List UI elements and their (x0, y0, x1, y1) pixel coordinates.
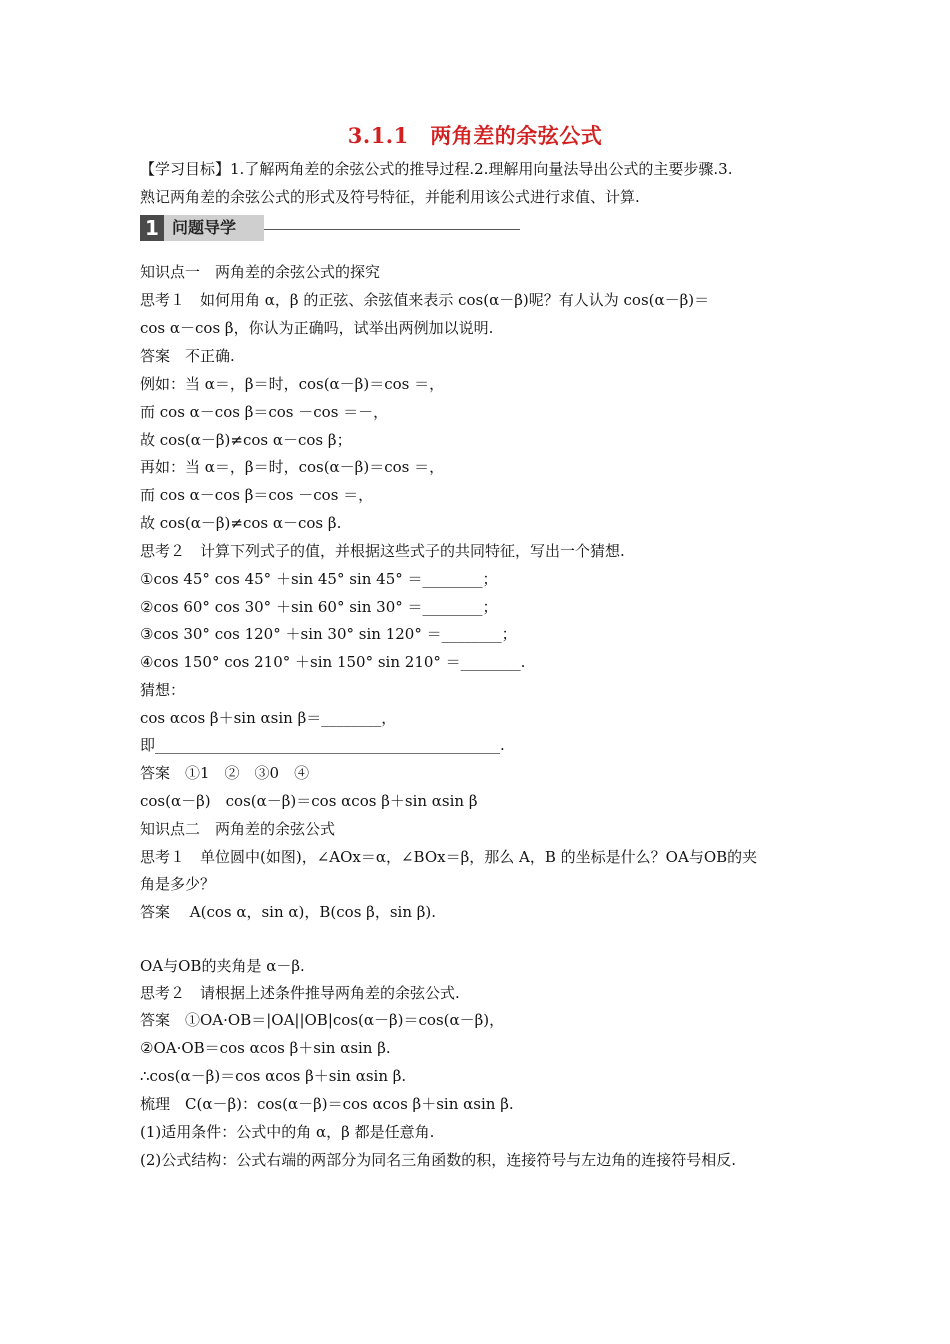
goals-text-1: 1.了解两角差的余弦公式的推导过程.2.理解用向量法导出公式的主要步骤.3. (230, 160, 733, 178)
section-rule (264, 229, 520, 230)
section-badge (140, 215, 264, 241)
content-line: 故 cos(α－β)≠cos α－cos β. (140, 514, 342, 532)
content-line: ①cos 45° cos 45° ＋sin 45° sin 45° ＝________； (140, 570, 498, 588)
content-line: 再如：当 α＝，β＝时，cos(α－β)＝cos ＝， (140, 458, 445, 476)
content-line: 思考２ 请根据上述条件推导两角差的余弦公式. (140, 984, 460, 1002)
content-line: 而 cos α－cos β＝cos －cos ＝， (140, 486, 374, 504)
goals-lead: 【学习目标】 (140, 160, 231, 178)
content-line: ∴cos(α－β)＝cos αcos β＋sin αsin β. (140, 1067, 407, 1085)
content-line: (1)适用条件：公式中的角 α，β 都是任意角. (140, 1123, 435, 1141)
goals-text-2: 熟记两角差的余弦公式的形式及符号特征，并能利用该公式进行求值、计算. (140, 188, 640, 206)
content-line: 梳理 C(α－β)：cos(α－β)＝cos αcos β＋sin αsin β. (140, 1095, 514, 1113)
content-line: 答案 ①OA·OB＝|OA||OB|cos(α－β)＝cos(α－β)， (140, 1011, 505, 1029)
content-line: ②OA·OB＝cos αcos β＋sin αsin β. (140, 1039, 391, 1057)
content-line: 思考２ 计算下列式子的值，并根据这些式子的共同特征，写出一个猜想. (140, 542, 625, 560)
content-line: cos α－cos β，你认为正确吗，试举出两例加以说明. (140, 319, 494, 337)
content-line: 答案 不正确. (140, 347, 235, 365)
content-line: 知识点二 两角差的余弦公式 (140, 820, 336, 838)
content-line: 故 cos(α－β)≠cos α－cos β； (140, 431, 352, 449)
content-line: cos αcos β＋sin αsin β＝________， (140, 709, 397, 727)
section-label: 问题导学 (172, 218, 237, 237)
content-line: OA与OB的夹角是 α－β. (140, 957, 305, 975)
section-header (140, 215, 520, 241)
content-line: ②cos 60° cos 30° ＋sin 60° sin 30° ＝________； (140, 598, 498, 616)
content-line: 答案 ①1 ② ③0 ④ (140, 764, 310, 782)
content-line: ③cos 30° cos 120° ＋sin 30° sin 120° ＝________； (140, 625, 517, 643)
section-number: 1 (140, 215, 164, 241)
content-line: cos(α－β) cos(α－β)＝cos αcos β＋sin αsin β (140, 792, 478, 810)
content-line: 而 cos α－cos β＝cos －cos ＝－， (140, 403, 389, 421)
content-line: 角是多少？ (140, 875, 216, 893)
content-line: 猜想： (140, 681, 186, 699)
page-title: 3.1.1 两角差的余弦公式 (347, 123, 603, 148)
content-line: 知识点一 两角差的余弦公式的探究 (140, 263, 381, 281)
content-line: 思考１ 单位圆中(如图)，∠AOx＝α，∠BOx＝β，那么 A，B 的坐标是什么？OA与OB的夹 (140, 848, 758, 866)
content-line: 答案 A(cos α，sin α)，B(cos β，sin β). (140, 903, 437, 921)
content-line: 思考１ 如何用角 α，β 的正弦、余弦值来表示 cos(α－β)呢？有人认为 cos(α－β)＝ (140, 291, 710, 309)
content-line: ④cos 150° cos 210° ＋sin 150° sin 210° ＝________. (140, 653, 526, 671)
content-line: 即______________________________________________. (140, 736, 505, 754)
content-line: (2)公式结构：公式右端的两部分为同名三角函数的积，连接符号与左边角的连接符号相反. (140, 1151, 737, 1169)
learning-goals (140, 155, 830, 211)
content-line: 例如：当 α＝，β＝时，cos(α－β)＝cos ＝， (140, 375, 445, 393)
